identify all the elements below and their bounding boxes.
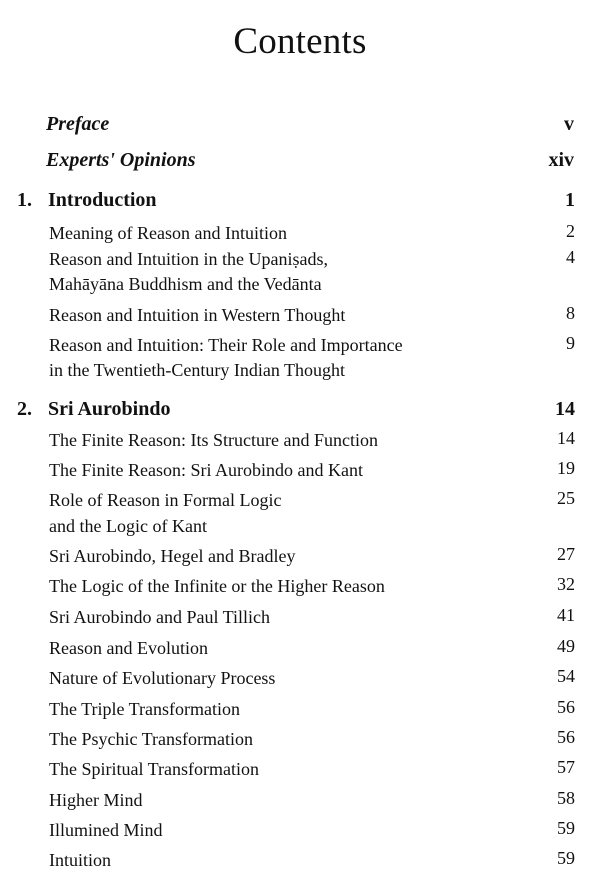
section-title: The Psychic Transformation [49, 729, 253, 749]
section-page: 58 [557, 788, 575, 808]
chapter-page: 1 [565, 189, 575, 211]
section-page: 19 [557, 458, 575, 478]
section-page: 14 [557, 428, 575, 448]
chapter-number: 1. [17, 189, 32, 211]
section-title: The Triple Transformation [49, 699, 241, 719]
section-title: Intuition [49, 850, 111, 870]
section-page: 4 [566, 247, 575, 267]
section-title-continued: in the Twentieth-Century Indian Thought [49, 360, 346, 380]
section-title: The Logic of the Infinite or the Higher Reason [49, 576, 385, 596]
section-page: 49 [557, 636, 575, 656]
toc-entry-page: v [564, 113, 574, 135]
page-title: Contents [233, 21, 367, 62]
chapter-title: Sri Aurobindo [48, 398, 171, 420]
section-title: Role of Reason in Formal Logic [49, 490, 282, 510]
chapter-page: 14 [555, 398, 575, 420]
section-title-continued: Mahāyāna Buddhism and the Vedānta [49, 274, 322, 294]
section-page: 59 [557, 848, 575, 868]
section-title: Nature of Evolutionary Process [49, 668, 276, 688]
section-title: Higher Mind [49, 790, 143, 810]
section-title: The Finite Reason: Its Structure and Function [49, 430, 378, 450]
section-page: 59 [557, 818, 575, 838]
toc-entry-page: xiv [548, 149, 574, 171]
section-page: 54 [557, 666, 575, 686]
section-title: The Spiritual Transformation [49, 759, 259, 779]
section-title: Meaning of Reason and Intuition [49, 223, 287, 243]
section-page: 57 [557, 757, 575, 777]
section-title: Sri Aurobindo and Paul Tillich [49, 607, 271, 627]
section-page: 56 [557, 727, 575, 747]
section-title: Reason and Evolution [49, 638, 208, 658]
section-page: 56 [557, 697, 575, 717]
section-page: 9 [566, 333, 575, 353]
section-title-continued: and the Logic of Kant [49, 516, 207, 536]
section-title: Reason and Intuition in the Upaniṣads, [49, 249, 328, 269]
section-title: Illumined Mind [49, 820, 163, 840]
section-page: 41 [557, 605, 575, 625]
section-page: 27 [557, 544, 575, 564]
section-page: 2 [566, 221, 575, 241]
section-page: 8 [566, 303, 575, 323]
section-title: Reason and Intuition: Their Role and Importance [49, 335, 403, 355]
section-title: Reason and Intuition in Western Thought [49, 305, 346, 325]
chapter-number: 2. [17, 398, 32, 420]
chapter-title: Introduction [48, 189, 157, 211]
section-page: 25 [557, 488, 575, 508]
section-title: The Finite Reason: Sri Aurobindo and Kant [49, 460, 363, 480]
toc-entry-label: Experts' Opinions [46, 149, 196, 171]
toc-entry-label: Preface [46, 113, 110, 135]
section-title: Sri Aurobindo, Hegel and Bradley [49, 546, 296, 566]
section-page: 32 [557, 574, 575, 594]
